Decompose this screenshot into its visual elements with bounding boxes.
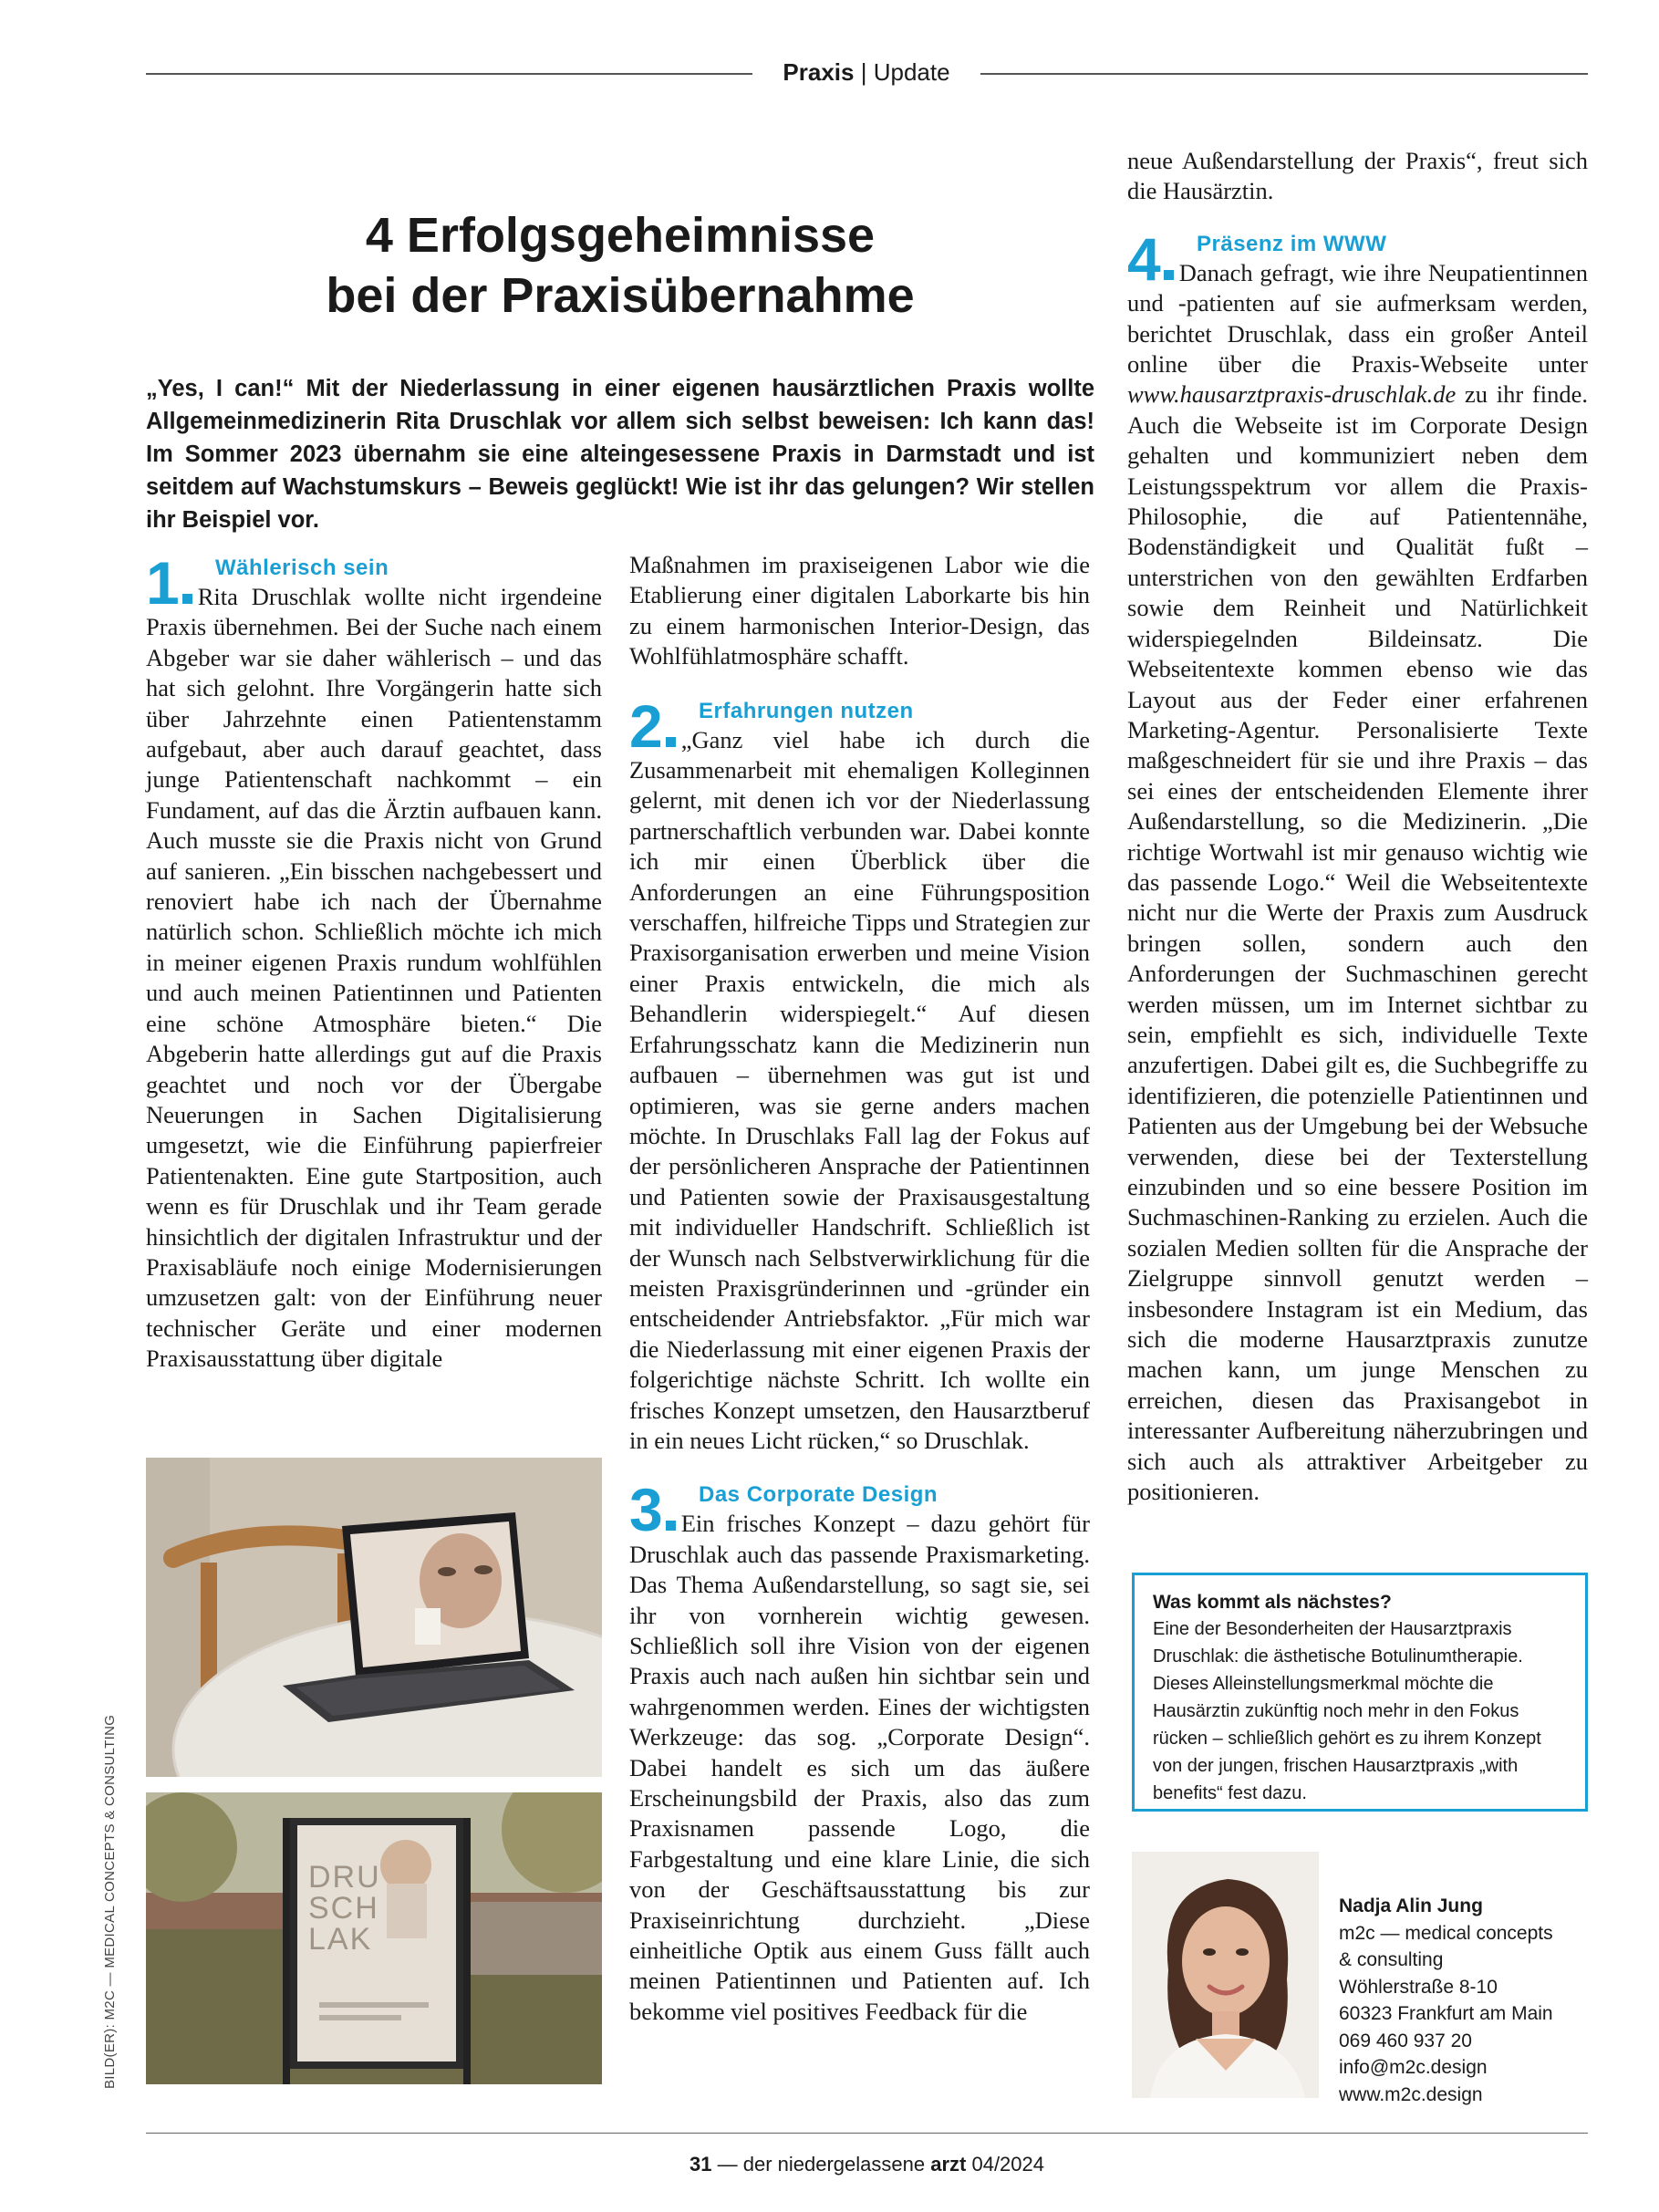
image-credit: BILD(ER): M2C — MEDICAL CONCEPTS & CONSULTING [102, 1714, 118, 2089]
magazine-name-bold: arzt [930, 2153, 967, 2176]
section-dot-icon [1164, 270, 1174, 280]
poster-text-3: LAK [308, 1922, 373, 1957]
page-header [146, 55, 1588, 91]
section-title-3: Das Corporate Design [699, 1482, 938, 1508]
author-email[interactable]: info@m2c.design [1339, 2057, 1488, 2078]
section-body-4: Danach gefragt, wie ihre Neupatientinnen und -patienten auf sie aufmerksam werden, berichtet Druschlak, dass ein großer Anteil online über die Praxis-Webseite unter www.hausarztpraxis-druschlak.de zu ihr finde. Auch die Webseite ist im Corporate Design gehalten und kommuniziert neben dem Leistungsspektrum vor allem die Praxis-Philosophie, die auf Patientennähe, Bodenständigkeit und Qualität fußt – unterstrichen von den gewählten Erdfarben sowie dem Reinheit und Natürlichkeit widerspiegelnden Bildeinsatz. Die Webseitentexte kommen ebenso wie das Layout aus der Feder einer erfahrenen Marketing-Agentur. Personalisierte Texte maßgeschneidert für sie und ihre Praxis – das sei eines der entscheidenden Elemente ihrer Außendarstellung, so die Medizinerin. „Die richtige Wortwahl ist mir genauso wichtig wie das passende Logo.“ Weil die Webseitentexte nicht nur die Werte der Praxis zum Ausdruck bringen sollen, sondern auch den Anforderungen der Suchmaschinen gerecht werden müssen, um im Internet sichtbar zu sein, empfiehlt es sich, individuelle Texte anzufertigen. Dabei gilt es, die Suchbegriffe zu identifizieren, die potenzielle Patientinnen und Patienten aus der Umgebung bei der Websuche verwenden, diese bei der Texterstellung einzubinden und so eine bessere Position im Suchmaschinen-Ranking zu erzielen. Auch die sozialen Medien sollten für die Ansprache der Zielgruppe sinnvoll genutzt werden – insbesondere Instagram ist ein Medium, das sich die moderne Hausarztpraxis zunutze machen kann, um junge Menschen zu erreichen, diesen das Praxisangebot in interessanter Aufbereitung näherzubringen und sich auch als attraktiver Arbeitgeber zu positionieren. [1127, 258, 1588, 1506]
author-web[interactable]: www.m2c.design [1339, 2083, 1483, 2105]
author-contact [1339, 1893, 1594, 2108]
author-name: Nadja Alin Jung [1339, 1895, 1483, 1916]
footer-rule [146, 2133, 1588, 2134]
section-1-continuation: Maßnahmen im praxiseigenen Labor wie die Etablierung einer digitalen Laborkarte bis hin zu einem harmonischen Interior-Design, das Wohlfühlatmosphäre schafft. [629, 551, 1090, 670]
poster-illustration [146, 1792, 602, 2084]
article-title [146, 205, 1094, 326]
column-1 [146, 549, 602, 1375]
author-phone: 069 460 937 20 [1339, 2030, 1472, 2051]
section-dot-icon [182, 594, 192, 604]
footer-dash: — [717, 2153, 738, 2176]
section-number-4: 4 [1127, 231, 1174, 287]
header-separator: | [860, 58, 867, 86]
title-line-2: bei der Praxisübernahme [326, 268, 915, 323]
section-dot-icon [666, 1521, 676, 1531]
issue-number: 04/2024 [971, 2153, 1044, 2176]
info-box-heading: Was kommt als nächstes? [1153, 1592, 1392, 1613]
info-box-next-steps [1132, 1573, 1588, 1812]
section-dot-icon [666, 737, 676, 747]
page-number: 31 [689, 2153, 712, 2176]
section-number-1: 1 [146, 555, 192, 611]
section-2 [629, 691, 1090, 1457]
header-rule-right [980, 73, 1588, 75]
author-company-1: m2c — medical concepts [1339, 1922, 1553, 1944]
title-line-1: 4 Erfolgsgeheimnisse [365, 208, 876, 263]
section-1 [146, 549, 602, 1375]
photo-poster-stand [146, 1792, 602, 2084]
section-body-2: „Ganz viel habe ich durch die Zusammenarbeit mit ehemaligen Kolleginnen gelernt, mit denen ich vor der Niederlassung partnerschaftlich verbunden war. Dabei konnte ich mir einen Überblick über die Anforderungen an eine Führungsposition verschaffen, hilfreiche Tipps und Strategien zur Praxisorganisation erwerben und meine Vision einer Praxis entwickeln, die mich als Behandlerin widerspiegelt.“ Auf diesen Erfahrungsschatz kann die Medizinerin nun aufbauen – übernehmen was gut ist und optimieren, was sie gerne anders machen möchte. In Druschlaks Fall lag der Fokus auf der persönlicheren Ansprache der Patientinnen und Patienten sowie der Praxisausgestaltung mit individueller Handschrift. Schließlich ist der Wunsch nach Selbstverwirklichung für die meisten Praxisgründerinnen und -gründer ein entscheidender Antriebsfaktor. „Für mich war die Niederlassung mit einer eigenen Praxis der folgerichtige nächste Schritt. Ich wollte ein frisches Konzept umsetzen, den Hausarztberuf in ein neues Licht rücken,“ so Druschlak. [629, 725, 1090, 1454]
section-title-4: Präsenz im WWW [1197, 231, 1387, 256]
header-rule-left [146, 73, 752, 75]
page-footer [146, 2153, 1588, 2176]
header-subsection: Update [873, 58, 950, 86]
author-street: Wöhlerstraße 8-10 [1339, 1976, 1498, 1998]
section-number-2: 2 [629, 698, 676, 754]
info-box-text: Eine der Besonderheiten der Hausarztpraxis Druschlak: die ästhetische Botulinumtherapie. Dieses Alleinstellungsmerkmal möchte die Hausärztin zukünftig noch mehr in den Fokus rücken – schließlich gehört es zu ihrem Konzept von der jungen, frischen Hausarztpraxis „with benefits“ fest dazu. [1153, 1619, 1541, 1803]
header-section: Praxis [783, 58, 855, 86]
section-body-1: Rita Druschlak wollte nicht irgendeine Praxis übernehmen. Bei der Suche nach einem Abgeber war sie daher wählerisch – und das hat sich gelohnt. Ihre Vorgängerin hatte sich über Jahrzehnte einen Patientenstamm aufgebaut, aber auch darauf geachtet, dass junge Patientenschaft nachkommt – ein Fundament, auf das die Ärztin aufbauen kann. Auch musste sie die Praxis nicht von Grund auf sanieren. „Ein bisschen nachgebessert und renoviert habe ich nach der Übernahme natürlich schon. Schließlich möchte ich mich in meiner eigenen Praxis rundum wohlfühlen und auch meinen Patientinnen und Patienten eine schöne Atmosphäre bieten.“ Die Abgeberin hatte allerdings gut auf die Praxis geachtet und noch vor der Übergabe Neuerungen in Sachen Digitalisierung umgesetzt, wie die Einführung papierfreier Patientenakten. Eine gute Startposition, auch wenn es für Druschlak und ihr Team gerade hinsichtlich der digitalen Infrastruktur und der Praxisabläufe noch einige Modernisierungen umzusetzen galt: von der Einführung neuer technischer Geräte und einer modernen Praxisausstattung über digitale [146, 583, 602, 1373]
practice-website-link[interactable]: www.hausarztpraxis-druschlak.de [1127, 380, 1457, 409]
photo-laptop-website [146, 1458, 602, 1777]
author-portrait [1132, 1852, 1319, 2098]
section-body-3: Ein frisches Konzept – dazu gehört für Druschlak auch das passende Praxismarketing. Das Thema Außendarstellung, so sagt sie, sei ihr von vornherein wichtig gewesen. Schließlich soll ihre Vision von der eigenen Praxis auch nach außen hin sichtbar sein und wahrgenommen werden. Eines der wichtigsten Werkzeuge: das sog. „Corporate Design“. Dabei handelt es sich um das äußere Erscheinungsbild der Praxis, also das zum Praxisnamen passende Logo, die Farbgestaltung und eine klare Linie, die sich von der Geschäftsausstattung bis zur Praxiseinrichtung durchzieht. „Diese einheitliche Optik aus einem Guss fällt auch meinen Patientinnen und Patienten auf. Ich bekomme viel positives Feedback für die [629, 1510, 1090, 2025]
poster-text-1: DRU [308, 1860, 381, 1895]
section-title-2: Erfahrungen nutzen [699, 698, 914, 723]
column-2 [629, 550, 1090, 2027]
author-photo [1132, 1852, 1319, 2098]
magazine-name-prefix: der niedergelassene [742, 2153, 926, 2176]
section-number-3: 3 [629, 1481, 676, 1538]
header-label [752, 58, 980, 87]
section-title-1: Wählerisch sein [215, 556, 389, 580]
laptop-illustration [146, 1458, 602, 1777]
section-4 [1127, 224, 1588, 1508]
article-lead: „Yes, I can!“ Mit der Niederlassung in einer eigenen hausärztlichen Praxis wollte Allgemeinmedizinerin Rita Druschlak vor allem sich selbst beweisen: Ich kann das! Im Sommer 2023 übernahm sie eine alteingesessene Praxis in Darmstadt und ist seitdem auf Wachstumskurs – Beweis geglückt! Wie ist ihr das gelungen? Wir stellen ihr Beispiel vor. [146, 376, 1094, 533]
author-company-2: & consulting [1339, 1949, 1444, 1970]
column-3 [1127, 146, 1588, 1507]
poster-text-2: SCH [308, 1891, 379, 1926]
section-3 [629, 1476, 1090, 2027]
author-city: 60323 Frankfurt am Main [1339, 2003, 1553, 2024]
section-3-continuation: neue Außendarstellung der Praxis“, freut sich die Hausärztin. [1127, 147, 1588, 205]
